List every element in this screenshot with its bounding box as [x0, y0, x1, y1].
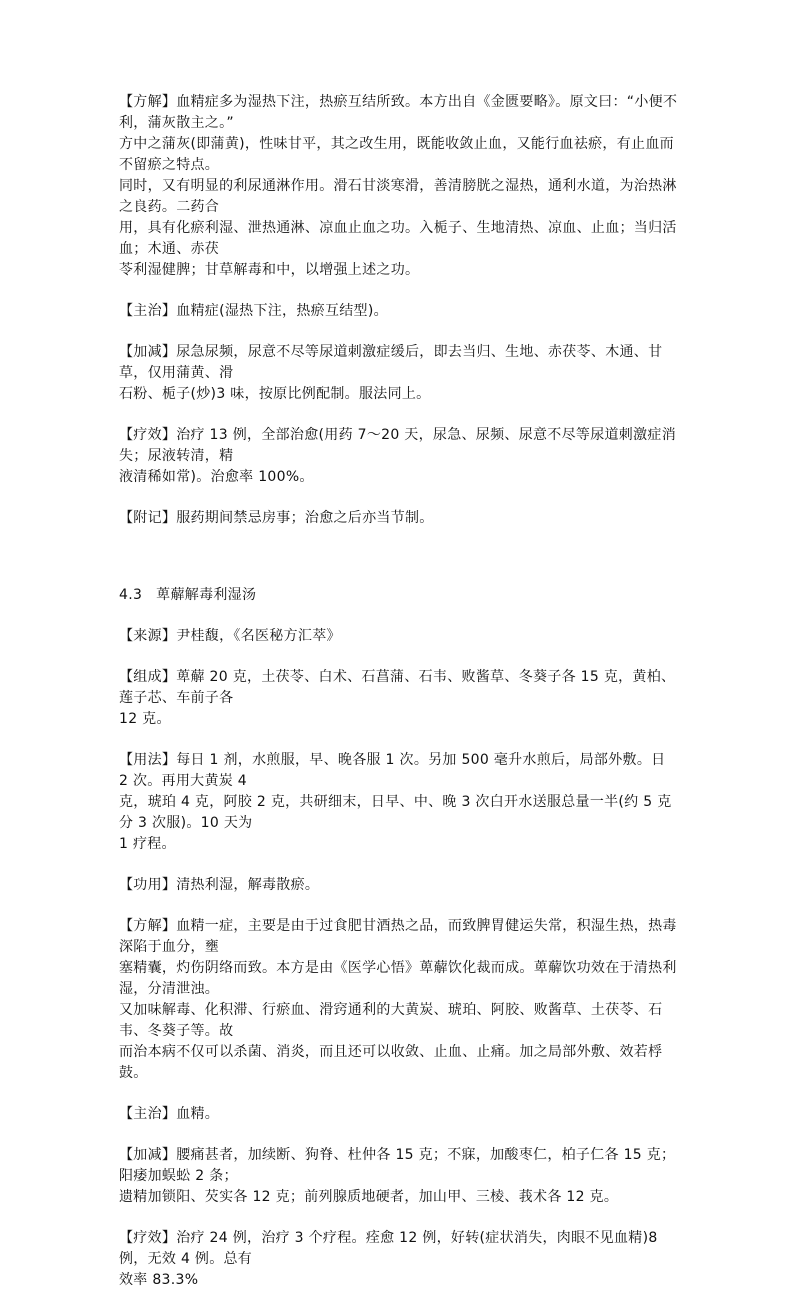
paragraph	[119, 626, 679, 647]
section-title: 萆薢解毒利湿汤	[156, 587, 257, 603]
paragraph	[119, 301, 679, 322]
paragraph	[119, 875, 679, 896]
text-line: 【来源】尹桂馥，《名医秘方汇萃》	[119, 628, 341, 644]
text-line: 【附记】服药期间禁忌房事；治愈之后亦当节制。	[119, 510, 434, 526]
text-line: 12 克。	[119, 711, 171, 727]
text-line: 【主治】血精。	[119, 1106, 220, 1122]
text-line: 【加减】尿急尿频，尿意不尽等尿道刺激症缓后，即去当归、生地、赤茯苓、木通、甘草，仅用蒲黄、滑	[119, 344, 663, 381]
paragraph	[119, 667, 679, 730]
paragraph	[119, 508, 679, 529]
paragraph	[119, 916, 679, 1084]
text-line: 遗精加锁阳、芡实各 12 克；前列腺质地硬者，加山甲、三棱、莪术各 12 克。	[119, 1189, 619, 1205]
text-line: 【用法】每日 1 剂，水煎服，早、晚各服 1 次。另加 500 毫升水煎后，局部外敷。日 2 次。再用大黄炭 4	[119, 752, 666, 789]
paragraph	[119, 425, 679, 488]
text-line: 【加减】腰痛甚者，加续断、狗脊、杜仲各 15 克；不寐，加酸枣仁，柏子仁各 15 克；阳痿加蜈蚣 2 条；	[119, 1147, 676, 1184]
text-line: 方中之蒲灰(即蒲黄)，性味甘平，其之改生用，既能收敛止血，又能行血祛瘀，有止血而不留瘀之特点。	[119, 136, 674, 173]
text-line: 【疗效】治疗 13 例，全部治愈(用药 7～20 天，尿急、尿频、尿意不尽等尿道刺激症消失；尿液转清，精	[119, 427, 676, 464]
section-heading	[119, 585, 679, 606]
text-line: 效率 83.3%	[119, 1272, 199, 1288]
text-line: 克，琥珀 4 克，阿胶 2 克，共研细末，日早、中、晚 3 次白开水送服总量一半(约 5 克分 3 次服)。10 天为	[119, 794, 672, 831]
text-line: 【主治】血精症(湿热下注，热瘀互结型)。	[119, 303, 388, 319]
text-line: 苓利湿健脾；甘草解毒和中，以增强上述之功。	[119, 262, 420, 278]
text-line: 【疗效】治疗 24 例，治疗 3 个疗程。痊愈 12 例，好转(症状消失，肉眼不见血精)8 例，无效 4 例。总有	[119, 1230, 658, 1267]
text-line: 【方解】血精一症，主要是由于过食肥甘酒热之品，而致脾胃健运失常，积湿生热，热毒深陷于血分，壅	[119, 918, 677, 955]
text-line: 【功用】清热利湿，解毒散瘀。	[119, 877, 320, 893]
text-line: 石粉、栀子(炒)3 味，按原比例配制。服法同上。	[119, 386, 431, 402]
text-line: 塞精囊，灼伤阴络而致。本方是由《医学心悟》萆薢饮化裁而成。萆薢饮功效在于清热利湿，分清泄浊。	[119, 960, 677, 997]
text-line: 液清稀如常)。治愈率 100%。	[119, 469, 314, 485]
text-line: 同时，又有明显的利尿通淋作用。滑石甘淡寒滑，善清膀胱之湿热，通利水道，为治热淋之良药。二药合	[119, 178, 677, 215]
section-previous-formula	[119, 92, 679, 529]
text-line: 【方解】血精症多为湿热下注，热瘀互结所致。本方出自《金匮要略》。原文曰：“小便不利，蒲灰散主之。”	[119, 94, 678, 131]
paragraph	[119, 92, 679, 281]
text-line: 【组成】萆薢 20 克，土茯苓、白术、石菖蒲、石韦、败酱草、冬葵子各 15 克，黄柏、莲子芯、车前子各	[119, 669, 676, 706]
paragraph	[119, 342, 679, 405]
section-number: 4.3	[119, 587, 143, 603]
section-bixie-formula	[119, 626, 679, 1291]
text-line: 用，具有化瘀利湿、泄热通淋、凉血止血之功。入栀子、生地清热、凉血、止血；当归活血；木通、赤茯	[119, 220, 677, 257]
text-line: 又加味解毒、化积滞、行瘀血、滑窍通利的大黄炭、琥珀、阿胶、败酱草、土茯苓、石韦、冬葵子等。故	[119, 1002, 663, 1039]
paragraph	[119, 1228, 679, 1291]
text-line: 1 疗程。	[119, 836, 176, 852]
paragraph	[119, 1145, 679, 1208]
text-line: 而治本病不仅可以杀菌、消炎，而且还可以收敛、止血、止痛。加之局部外敷、效若桴鼓。	[119, 1044, 663, 1081]
paragraph	[119, 750, 679, 855]
document-page	[119, 92, 679, 1311]
